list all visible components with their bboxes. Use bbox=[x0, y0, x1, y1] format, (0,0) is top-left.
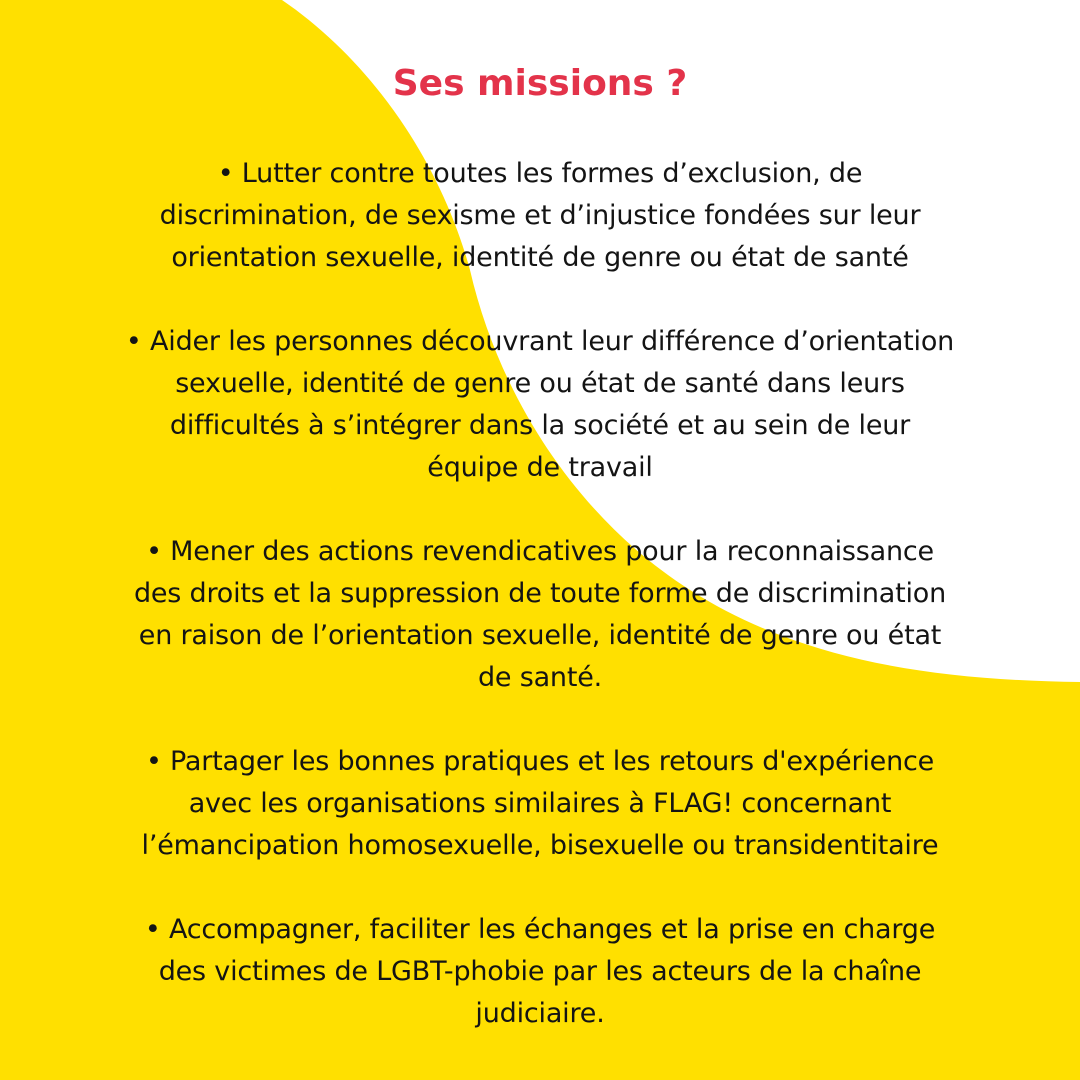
mission-item bbox=[30, 321, 1050, 489]
mission-line: • Aider les personnes découvrant leur différence d’orientation bbox=[125, 326, 955, 357]
mission-line: • Mener des actions revendicatives pour la reconnaissance bbox=[146, 536, 934, 567]
mission-line: de santé. bbox=[477, 662, 603, 693]
mission-line: • Partager les bonnes pratiques et les retours d'expérience bbox=[145, 746, 935, 777]
mission-line: sexuelle, identité de genre ou état de santé dans leurs bbox=[175, 368, 905, 399]
page-title: Ses missions ? bbox=[392, 63, 688, 104]
mission-line: judiciaire. bbox=[475, 998, 605, 1029]
mission-line: • Lutter contre toutes les formes d’exclusion, de bbox=[217, 158, 863, 189]
mission-line: l’émancipation homosexuelle, bisexuelle ou transidentitaire bbox=[141, 830, 939, 861]
mission-line: discrimination, de sexisme et d’injustice fondées sur leur bbox=[159, 200, 921, 231]
mission-line: avec les organisations similaires à FLAG! concernant bbox=[188, 788, 892, 819]
mission-item bbox=[30, 153, 1050, 279]
mission-item bbox=[30, 741, 1050, 867]
mission-line: en raison de l’orientation sexuelle, identité de genre ou état bbox=[138, 620, 942, 651]
mission-line: • Accompagner, faciliter les échanges et la prise en charge bbox=[144, 914, 936, 945]
mission-line: orientation sexuelle, identité de genre ou état de santé bbox=[171, 242, 909, 273]
mission-item bbox=[30, 531, 1050, 699]
mission-line: équipe de travail bbox=[427, 452, 653, 483]
mission-item bbox=[30, 909, 1050, 1035]
mission-line: difficultés à s’intégrer dans la société et au sein de leur bbox=[169, 410, 911, 441]
mission-line: des victimes de LGBT-phobie par les acteurs de la chaîne bbox=[158, 956, 922, 987]
mission-line: des droits et la suppression de toute forme de discrimination bbox=[133, 578, 947, 609]
